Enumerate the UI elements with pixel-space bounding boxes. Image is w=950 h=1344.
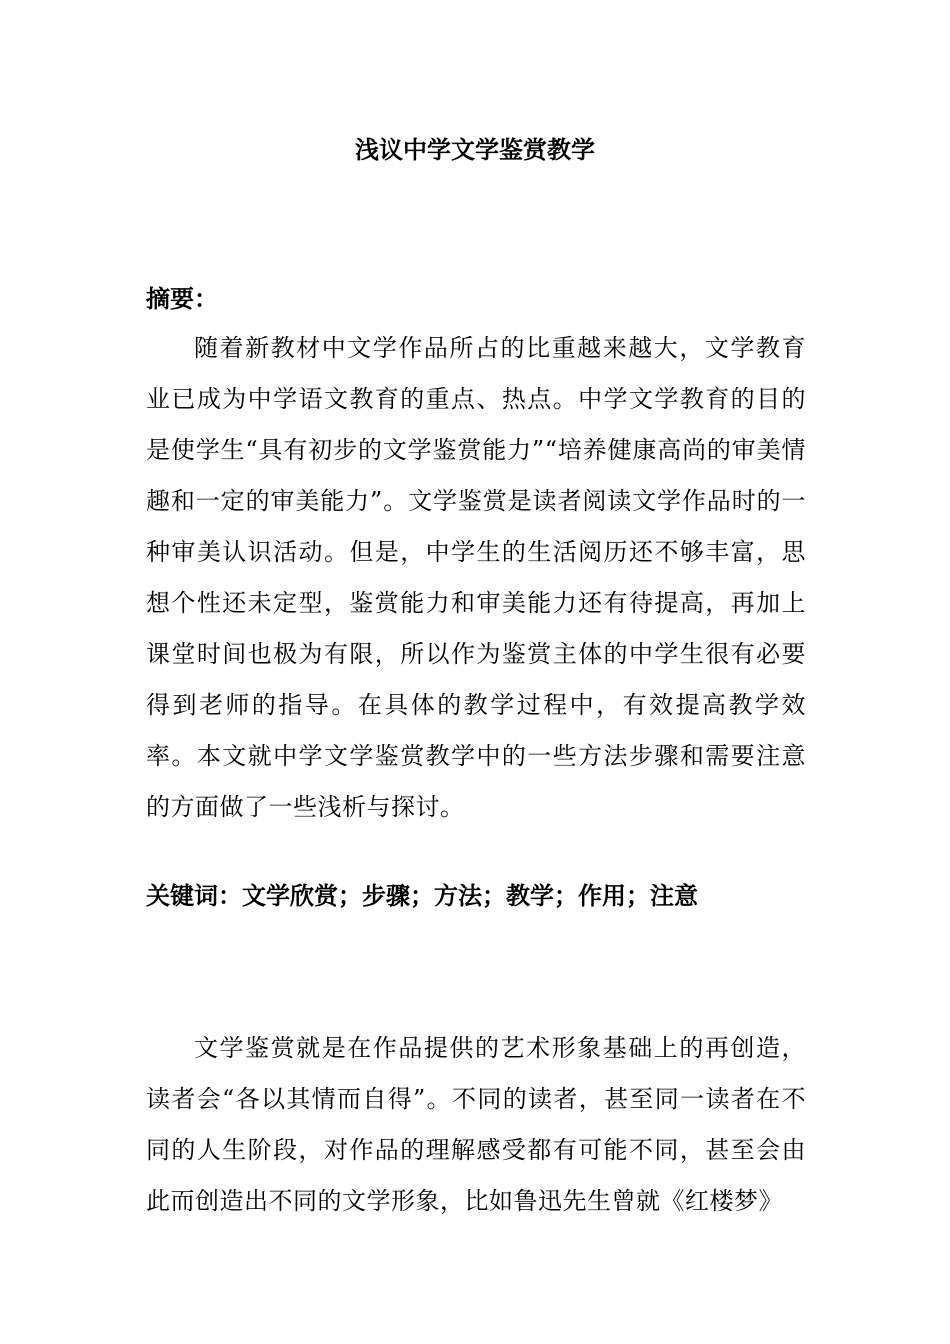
abstract-paragraph: 随着新教材中文学作品所占的比重越来越大，文学教育业已成为中学语文教育的重点、热点。中学文学教育的目的是使学生“具有初步的文学鉴赏能力”“培养健康高尚的审美情趣和一定的审美能力”。文学鉴赏是读者阅读文学作品时的一种审美认识活动。但是，中学生的生活阅历还不够丰富，思想个性还未定型，鉴赏能力和审美能力还有待提高，再加上课堂时间也极为有限，所以作为鉴赏主体的中学生很有必要得到老师的指导。在具体的教学过程中，有效提高教学效率。本文就中学文学鉴赏教学中的一些方法步骤和需要注意的方面做了一些浅析与探讨。 [146,334,806,821]
abstract-label: 摘要： [146,285,218,313]
document-title: 浅议中学文学鉴赏教学 [355,136,595,164]
body-paragraph: 文学鉴赏就是在作品提供的艺术形象基础上的再创造，读者会“各以其情而自得”。不同的读者，甚至同一读者在不同的人生阶段，对作品的理解感受都有可能不同，甚至会由此而创造出不同的文学形象，比如鲁迅先生曾就《红楼梦》 [146,1034,806,1215]
keywords-line: 关键词：文学欣赏；步骤；方法；教学；作用；注意 [146,882,698,910]
